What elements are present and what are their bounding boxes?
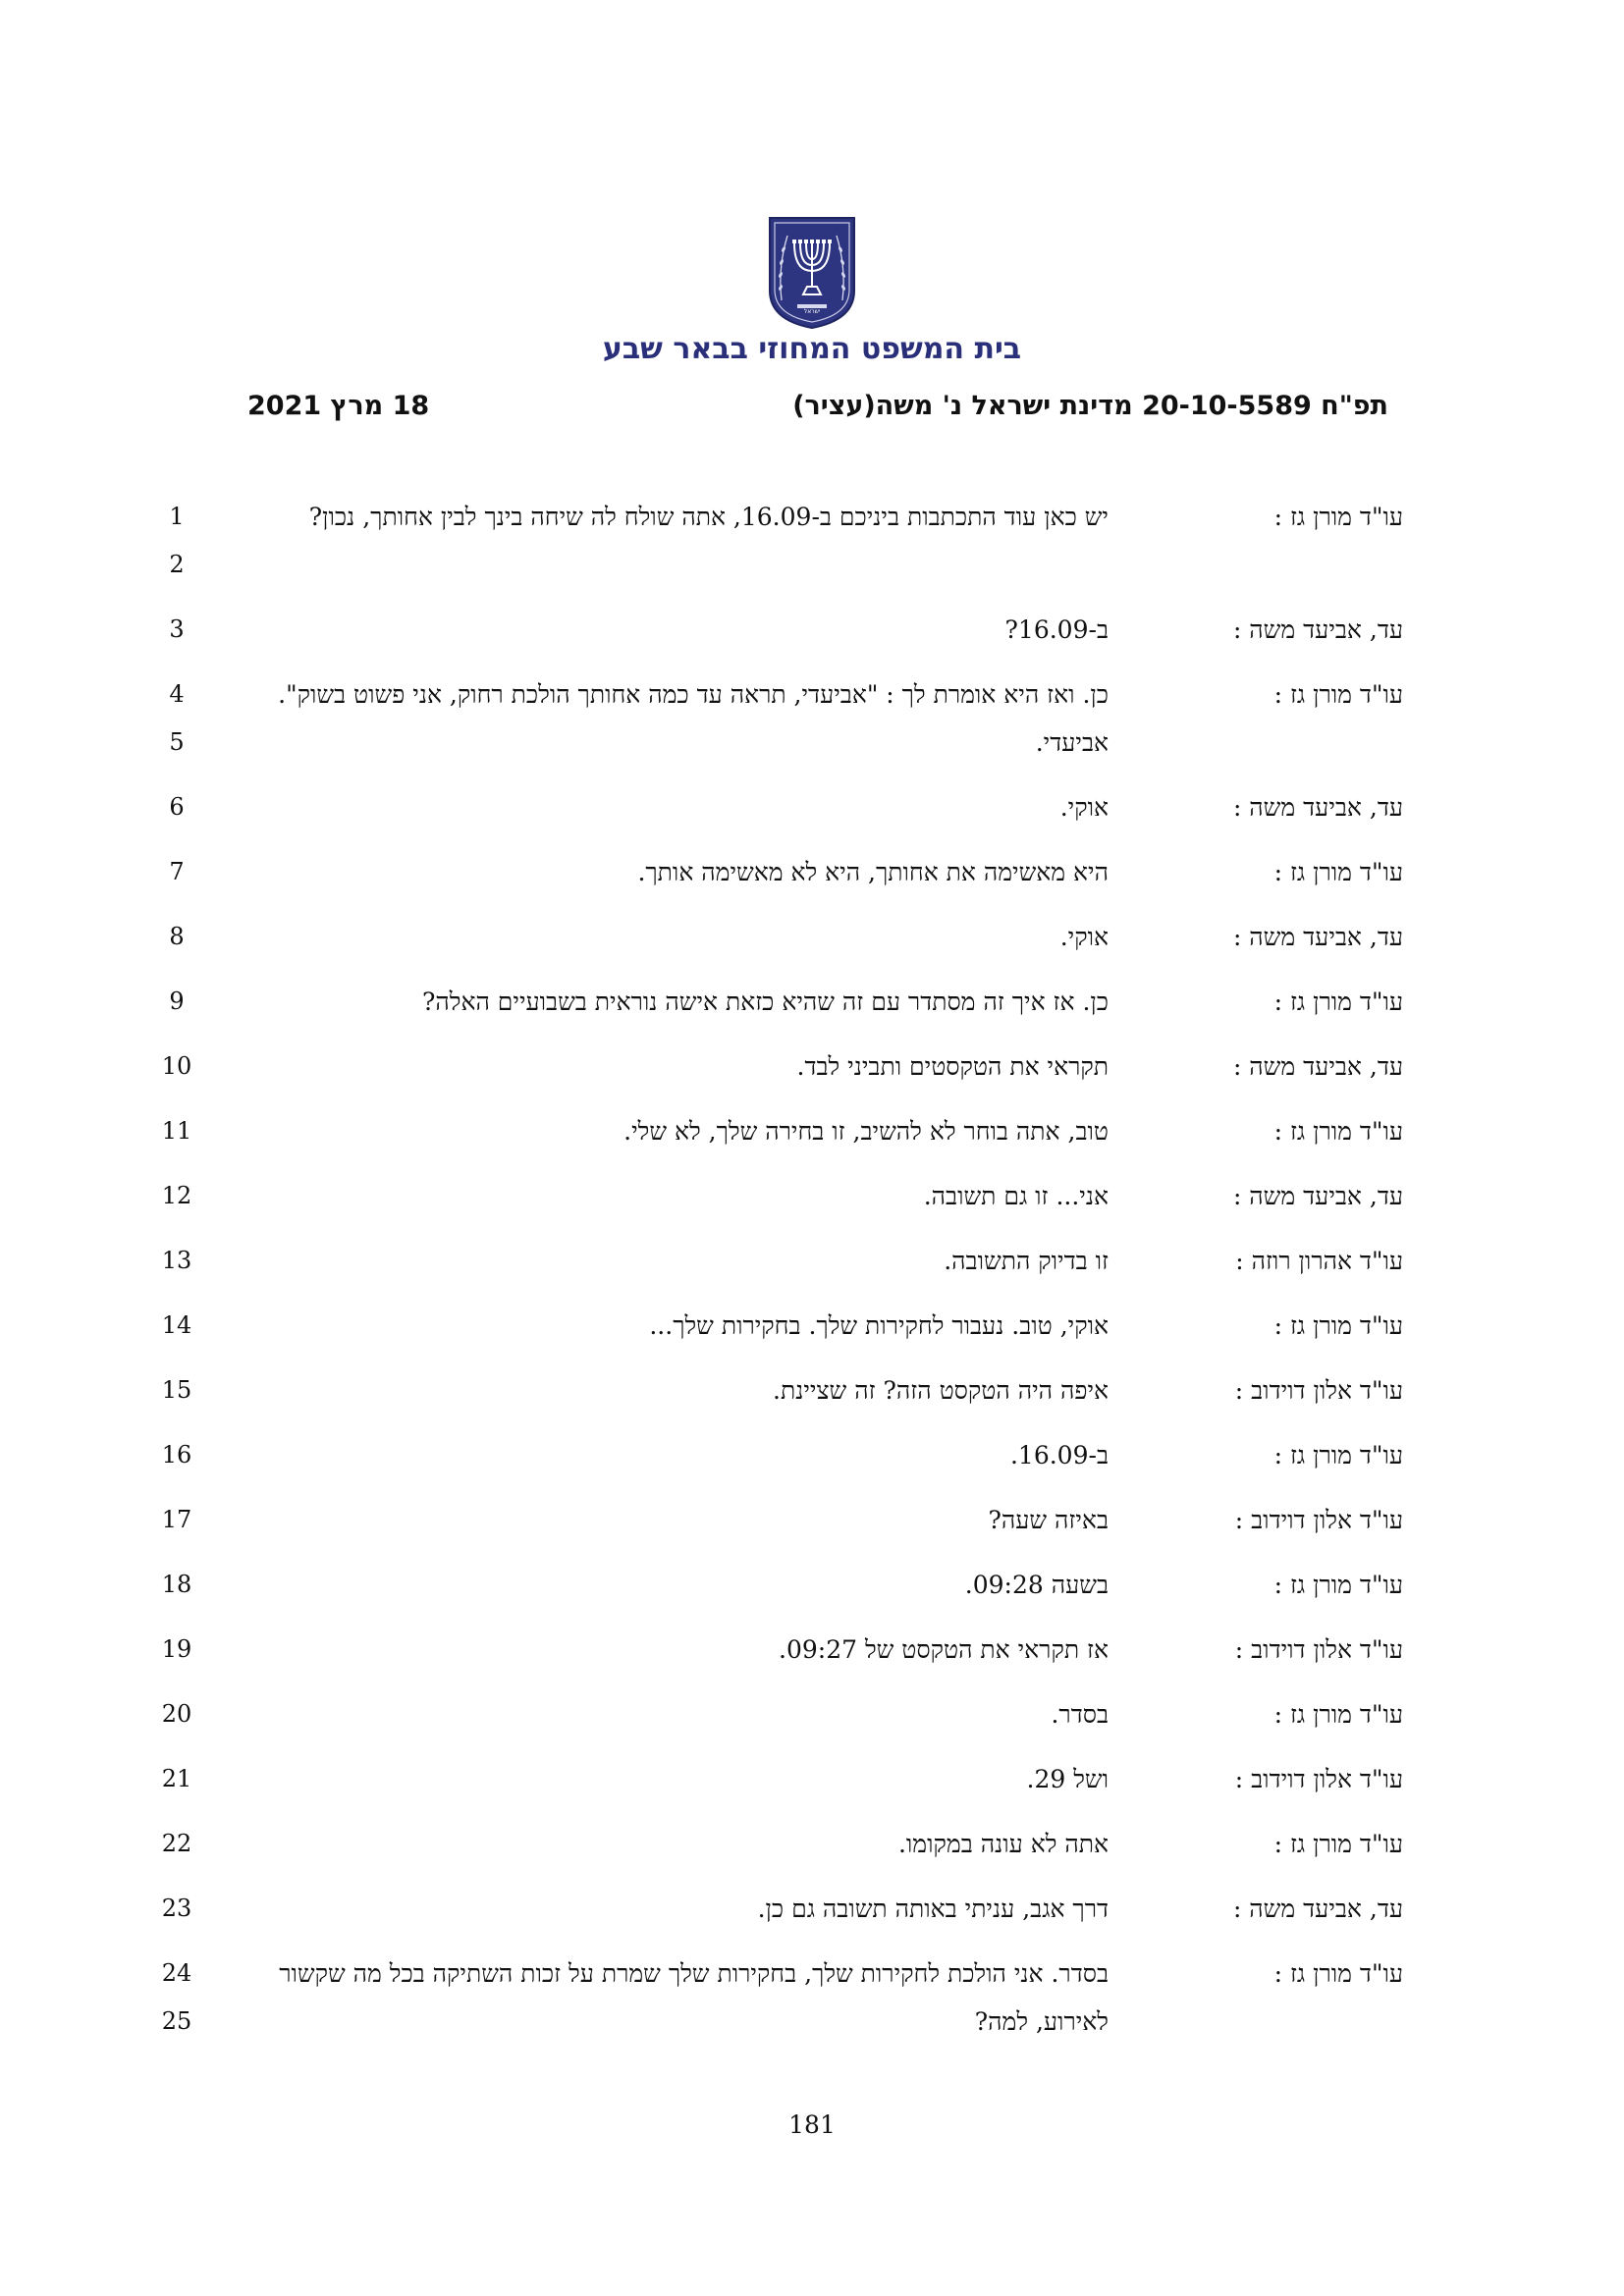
speech-text: כן. ואז היא אומרת לך : "אביעדי, תראה עד כמה אחותך הולכת רחוק, אני פשוט בשוק". אביעדי. (278, 680, 1109, 757)
line-numbers (137, 913, 216, 961)
line-number: 12 (161, 1182, 192, 1209)
speech-text: באיזה שעה? (988, 1506, 1109, 1534)
line-number: 5 (169, 728, 185, 756)
speaker-label: עו"ד אלון דוידוב : (1234, 1376, 1403, 1405)
line-numbers (137, 1690, 216, 1738)
speech-text: בסדר. אני הולכת לחקירות שלך, בחקירות שלך שמרת על זכות השתיקה בכל מה שקשור לאירוע, למה? (279, 1959, 1109, 2036)
line-numbers (137, 1885, 216, 1933)
speech-text: תקראי את הטקסטים ותביני לבד. (796, 1052, 1109, 1081)
speech-text: יש כאן עוד התכתבות ביניכם ב-16.09, אתה שולח לה שיחה בינך לבין אחותך, נכון? (308, 503, 1109, 531)
line-numbers (137, 978, 216, 1026)
speech-text: היא מאשימה את אחותך, היא לא מאשימה אותך. (637, 858, 1109, 886)
speaker-label: עו"ד מורן גז : (1273, 680, 1403, 709)
speech-text: ב-16.09? (1004, 615, 1109, 644)
line-numbers (137, 1302, 216, 1350)
line-number: 4 (169, 680, 185, 708)
line-numbers (137, 783, 216, 831)
speech-text: כן. אז איך זה מסתדר עם זה שהיא כזאת אישה נוראית בשבועיים האלה? (422, 988, 1109, 1016)
hearing-date: 18 מרץ 2021 (247, 391, 430, 421)
line-numbers (137, 1172, 216, 1220)
speech-text: אני... זו גם תשובה. (923, 1182, 1109, 1210)
line-number: 16 (161, 1441, 192, 1468)
speaker-label: עו"ד מורן גז : (1273, 1830, 1403, 1858)
line-number: 20 (161, 1700, 192, 1728)
speech-text: בשעה 09:28. (964, 1571, 1109, 1599)
line-numbers (137, 1820, 216, 1868)
speech-text: אתה לא עונה במקומו. (897, 1830, 1109, 1858)
line-numbers (137, 1431, 216, 1479)
speech-text: טוב, אתה בוחר לא להשיב, זו בחירה שלך, לא שלי. (623, 1117, 1109, 1146)
speaker-label: עו"ד אלון דוידוב : (1234, 1506, 1403, 1534)
line-numbers (137, 1755, 216, 1803)
line-numbers (137, 848, 216, 896)
svg-text:ישראל: ישראל (803, 308, 821, 315)
line-numbers (137, 1237, 216, 1285)
speech-text: ב-16.09. (1009, 1441, 1109, 1469)
speaker-label: עו"ד מורן גז : (1273, 1700, 1403, 1729)
line-number: 24 (161, 1959, 192, 1987)
speech-text: אוקי. (1059, 793, 1109, 822)
speaker-label: עד, אביעד משה : (1232, 1182, 1403, 1210)
line-numbers (137, 1042, 216, 1091)
speaker-label: עו"ד מורן גז : (1273, 1571, 1403, 1599)
line-numbers (137, 1496, 216, 1544)
case-title: תפ"ח 20-10-5589 מדינת ישראל נ' משה(עציר) (792, 391, 1388, 421)
line-number: 2 (169, 551, 185, 578)
line-number: 23 (161, 1895, 192, 1922)
line-numbers (137, 1561, 216, 1609)
speaker-label: עו"ד אלון דוידוב : (1234, 1635, 1403, 1664)
speaker-label: עו"ד מורן גז : (1273, 1311, 1403, 1340)
speaker-label: עו"ד אהרון רוזה : (1235, 1247, 1403, 1275)
line-number: 21 (161, 1765, 192, 1792)
speaker-label: עד, אביעד משה : (1232, 1895, 1403, 1923)
line-number: 15 (161, 1376, 192, 1404)
line-number: 19 (161, 1635, 192, 1663)
line-number: 17 (161, 1506, 192, 1533)
court-name: בית המשפט המחוזי בבאר שבע (602, 332, 1022, 366)
line-number: 3 (169, 615, 185, 643)
line-number: 7 (169, 858, 185, 885)
speech-text: בסדר. (1051, 1700, 1109, 1729)
line-numbers (137, 1107, 216, 1155)
speaker-label: עו"ד מורן גז : (1273, 1441, 1403, 1469)
line-number: 13 (161, 1247, 192, 1274)
line-number: 25 (161, 2007, 192, 2035)
line-number: 8 (169, 923, 185, 950)
line-number: 1 (169, 503, 185, 530)
line-number: 9 (169, 988, 185, 1015)
speaker-label: עו"ד מורן גז : (1273, 1117, 1403, 1146)
line-numbers (137, 670, 216, 767)
speech-text: ושל 29. (1026, 1765, 1109, 1793)
speaker-label: עו"ד מורן גז : (1273, 1959, 1403, 1988)
line-number: 22 (161, 1830, 192, 1857)
speech-text: דרך אגב, עניתי באותה תשובה גם כן. (757, 1895, 1109, 1923)
speech-text: אוקי. (1059, 923, 1109, 951)
line-numbers (137, 493, 216, 589)
page-number: 181 (788, 2110, 836, 2139)
speech-text: איפה היה הטקסט הזה? זה שציינת. (773, 1376, 1109, 1405)
speech-text: אוקי, טוב. נעבור לחקירות שלך. בחקירות שלך... (649, 1311, 1109, 1340)
line-number: 14 (161, 1311, 192, 1339)
speaker-label: עד, אביעד משה : (1232, 923, 1403, 951)
state-emblem-logo (766, 214, 858, 330)
speech-text: זו בדיוק התשובה. (944, 1247, 1109, 1275)
line-numbers (137, 1366, 216, 1415)
line-numbers (137, 1626, 216, 1674)
speaker-label: עו"ד אלון דוידוב : (1234, 1765, 1403, 1793)
line-number: 18 (161, 1571, 192, 1598)
line-number: 6 (169, 793, 185, 821)
line-number: 10 (161, 1052, 192, 1080)
line-numbers (137, 606, 216, 654)
speaker-label: עו"ד מורן גז : (1273, 503, 1403, 531)
line-number: 11 (161, 1117, 192, 1145)
speaker-label: עד, אביעד משה : (1232, 615, 1403, 644)
line-numbers (137, 1949, 216, 2046)
speaker-label: עד, אביעד משה : (1232, 793, 1403, 822)
speaker-label: עו"ד מורן גז : (1273, 988, 1403, 1016)
speech-text: אז תקראי את הטקסט של 09:27. (779, 1635, 1109, 1664)
speaker-label: עו"ד מורן גז : (1273, 858, 1403, 886)
speaker-label: עד, אביעד משה : (1232, 1052, 1403, 1081)
